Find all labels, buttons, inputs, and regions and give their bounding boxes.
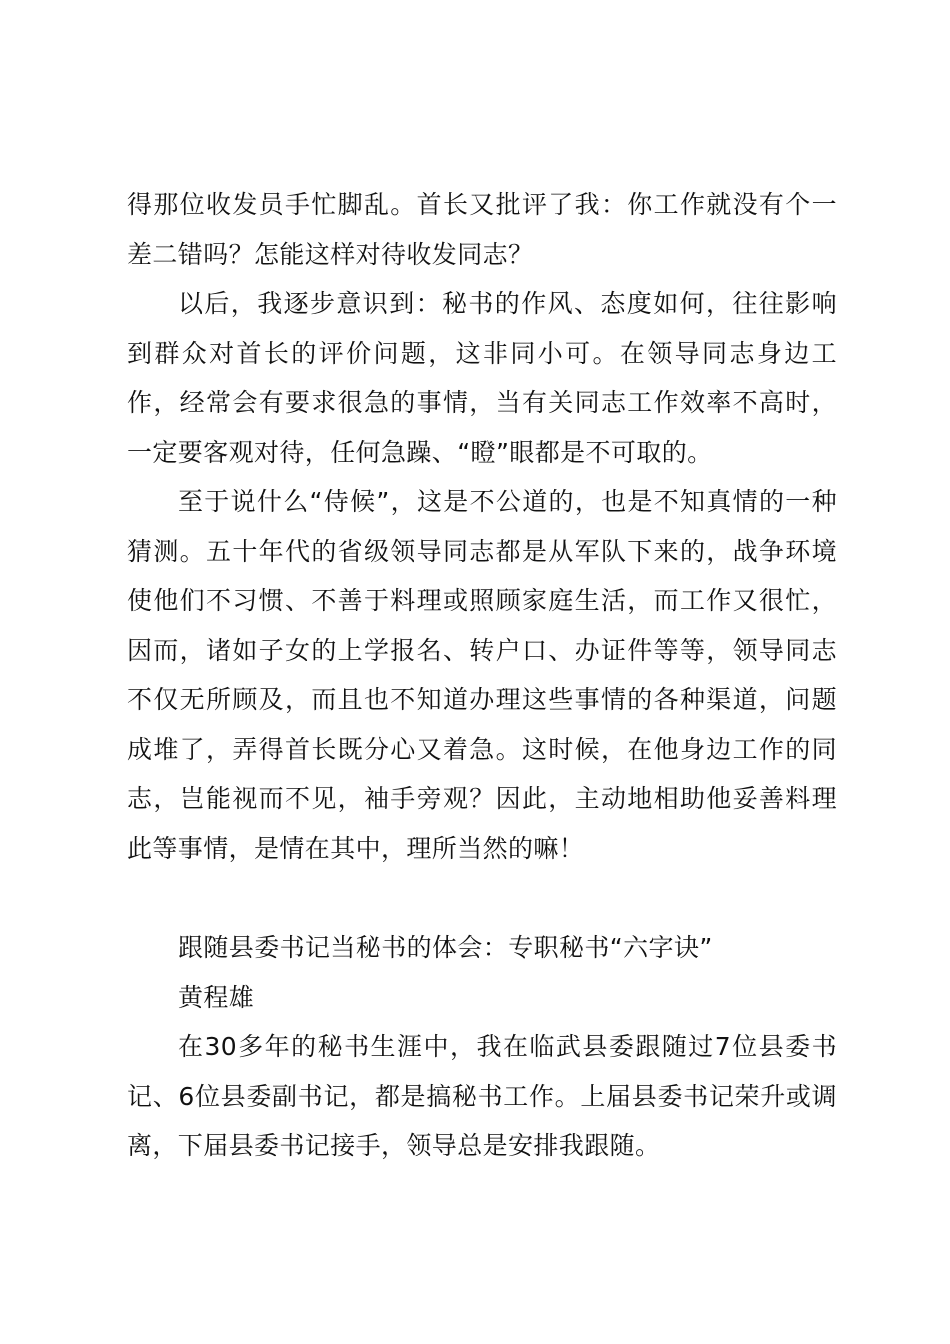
paragraph-continued: 得那位收发员手忙脚乱。首长又批评了我：你工作就没有个一差二错吗？怎能这样对待收发同志？ — [127, 190, 837, 269]
paragraph-career-intro: 在30多年的秘书生涯中，我在临武县委跟随过7位县委书记、6位县委副书记，都是搞秘书工作。上届县委书记荣升或调离，下届县委书记接手，领导总是安排我跟随。 — [127, 1032, 837, 1160]
section-gap — [127, 873, 837, 923]
paragraph-secretary-style: 以后，我逐步意识到：秘书的作风、态度如何，往往影响到群众对首长的评价问题，这非同小可。在领导同志身边工作，经常会有要求很急的事情，当有关同志工作效率不高时，一定要客观对待，任何急躁、“瞪”眼都是不可取的。 — [127, 289, 837, 467]
article-author: 黄程雄 — [178, 982, 255, 1012]
article-title: 跟随县委书记当秘书的体会：专职秘书“六字诀” — [178, 933, 713, 962]
paragraph-waiting-on: 至于说什么“侍候”，这是不公道的，也是不知真情的一种猜测。五十年代的省级领导同志都是从军队下来的，战争环境使他们不习惯、不善于料理或照顾家庭生活，而工作又很忙，因而，诸如子女的上学报名、转户口、办证件等等，领导同志不仅无所顾及，而且也不知道办理这些事情的各种渠道，问题成堆了，弄得首长既分心又着急。这时候，在他身边工作的同志，岂能视而不见，袖手旁观？因此，主动地相助他妥善料理此等事情，是情在其中，理所当然的嘛！ — [127, 487, 837, 863]
document-body — [127, 180, 837, 1171]
